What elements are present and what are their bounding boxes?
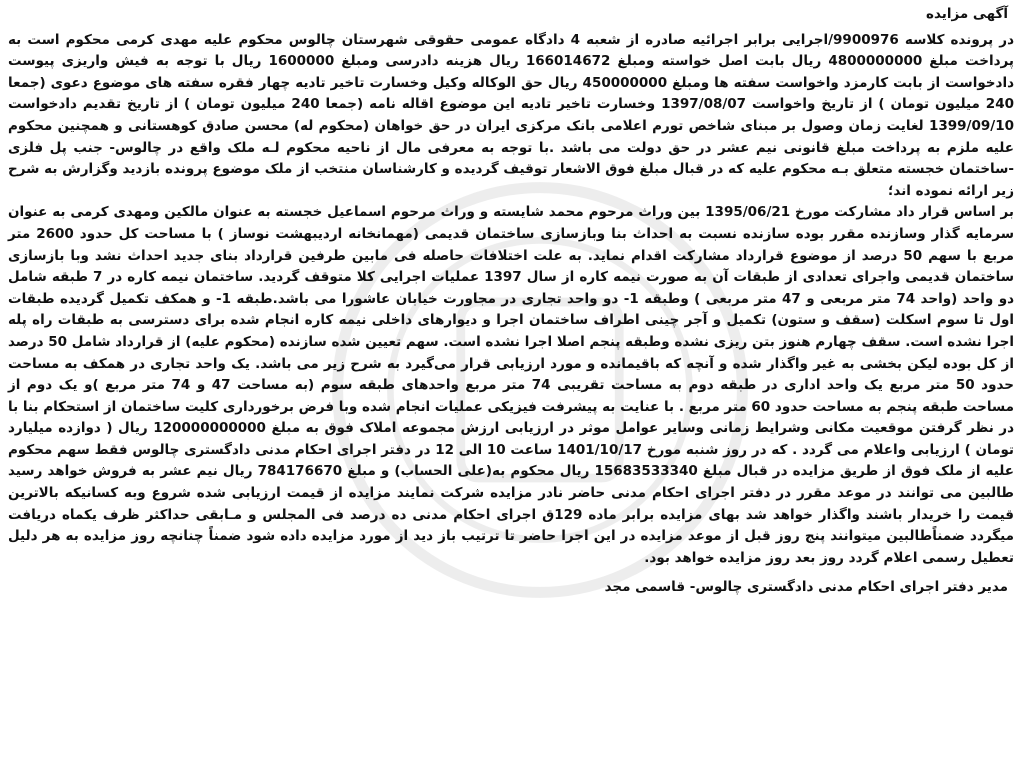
notice-paragraph-case-details: در پرونده کلاسه 9900976/اجرایی برابر اجرائیه صادره از شعبه 4 دادگاه عمومی حقوقی شهرستان چالوس محکوم علیه مهدی کرمی محکوم است به پرداخت مبلغ 4800000000 ریال بابت اصل خواسته ومبلغ 166014672 ریال هزینه دادرسی ومبلغ 1600000 ریال با توجه به فیش واریزی پیوست دادخواست از بابت کارمزد واخواست سفته ها ومبلغ 450000000 ریال حق الوکاله وکیل وخسارت تاخیر تادیه چهار فقره سفته های موضوع دعوی (جمعا 240 میلیون تومان ) از تاریخ واخواست 1397/08/07 وخسارت تاخیر تادیه این موضوع اقاله نامه (جمعا 240 میلیون تومان ) از تاریخ تقدیم دادخواست 1399/09/10 لغایت زمان وصول بر مبنای شاخص تورم اعلامی بانک مرکزی ایران در حق خواهان (محکوم له) محسن صادق کوهستانی و همچنین محکوم علیه ملزم به پرداخت مبلغ قانونی نیم عشر در حق دولت می باشد .با توجه به معرفی مال از ناحیه محکوم لـه ملک واقع در چالوس- جنب پل فلزی -ساختمان خجسته متعلق بـه محکوم علیه که در قبال مبلغ فوق الاشعار توقیف گردیده و کارشناسان منتخب از ملک موضوع پرونده بازدید وگزارش به شرح زیر ارائه نموده اند؛	[8, 31, 1015, 199]
auction-notice	[8, 2, 1014, 599]
notice-title: آگهی مزایده	[926, 6, 1008, 22]
notice-paragraph-property-details: بر اساس قرار داد مشارکت مورخ 1395/06/21 بین وراث مرحوم محمد شایسته و وراث مرحوم اسماعیل خجسته به عنوان مالکین ومهدی کرمی به عنوان سرمایه گذار وسازنده مقرر بوده سازنده نسبت به احداث بنا وبازسازی ساختمان قدیمی (مهمانخانه اردیبهشت نوساز ) با مساحت کل حدود 2600 متر مربع با سهم 50 درصد از موضوع قرارداد مشارکت اقدام نماید. به علت اختلافات حاصله فی مابین طرفین قرارداد بنای جدید احداث نشد وبا بازسازی ساختمان قدیمی واجرای تعدادی از طبقات آن به صورت نیمه کاره از سال 1397 عملیات اجرایی کلا متوقف گردید. ساختمان نیمه کاره در 7 طبقه شامل دو واحد (واحد 74 متر مربعی و 47 متر مربعی ) وطبقه 1- دو واحد تجاری در مجاورت خیابان عاشورا می باشد.طبقه 1- و همکف تکمیل گردیده طبقات اول تا سوم اسکلت (سقف و ستون) تکمیل و آجر چینی اطراف ساختمان اجرا و دیوارهای داخلی نیمه کاره انجام شده برای دسترسی به طبقات راه پله اجرا نشده است. سقف چهارم هنوز بتن ریزی نشده وطبقه پنجم اصلا اجرا نشده است. سهم تعیین شده سازنده (محکوم علیه) از قرارداد شامل 50 درصد از کل بوده لیکن بخشی به غیر واگذار شده و آنچه که باقیمانده و مورد ارزیابی قرار می‌گیرد به شرح زیر می باشد. یک واحد تجاری در همکف به مساحت حدود 50 متر مربع یک واحد اداری در طبقه دوم به مساحت تقریبی 74 متر مربع واحدهای طبقه سوم (به مساحت 47 و 74 متر مربع )و یک دوم از مساحت طبقه پنجم به مساحت حدود 60 متر مربع . با عنایت به پیشرفت فیزیکی عملیات انجام شده وبا فرض برخورداری کلیت ساختمان از استحکام بنا با در نظر گرفتن موقعیت مکانی وشرایط زمانی وسایر عوامل موثر در ارزیابی ارزش مجموعه املاک فوق به مبلغ 120000000000 ریال ( دوازده میلیارد تومان ) ارزیابی واعلام می گردد . که در روز شنبه مورخ 1401/10/17 ساعت 10 الی 12 در دفتر اجرای احکام مدنی دادگستری چالوس فقط سهم محکوم علیه از ملک فوق از طریق مزایده در قبال مبلغ 15683533340 ریال محکوم به(علی الحساب) و مبلغ 784176670 ریال نیم عشر به فروش خواهد رسید طالبین می توانند در موعد مقرر در دفتر اجرای احکام مدنی حاضر نادر مزایده شرکت نمایند مزایده از قیمت ارزیابی شده شروع وبه کسانیکه بالاترین قیمت را خریدار باشند واگذار خواهد شد بهای مزایده برابر ماده 129ق اجرای احکام مدنی ده درصد فی المجلس و مـابقی حداکثر ظرف یکماه دریافت میگردد ضمناًطالبین میتوانند پنج روز قبل از موعد مزایده در این اجرا حاضر تا ترتیب باز دید از مورد مزایده داده شود ضمناً چنانچه روز مزایده به هر دلیل تعطیل رسمی اعلام گردد روز بعد روز مزایده خواهد بود.	[8, 204, 1015, 566]
notice-signature: مدیر دفتر اجرای احکام مدنی دادگستری چالوس- قاسمی مجد	[604, 579, 1008, 596]
